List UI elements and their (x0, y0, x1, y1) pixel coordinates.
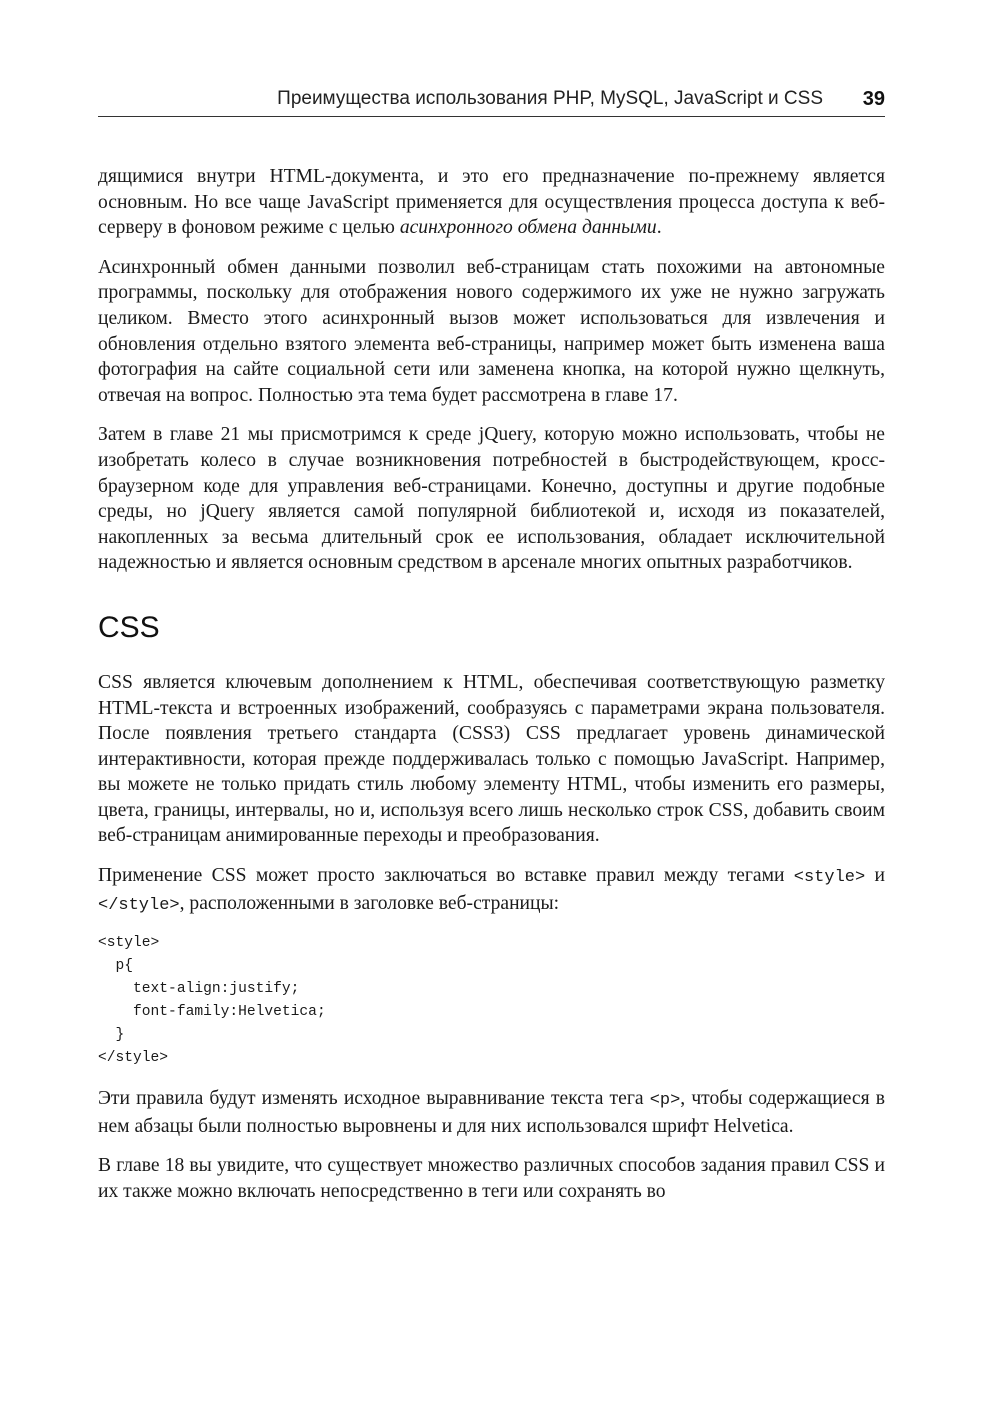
paragraph-4: CSS является ключевым дополнением к HTML, обеспечивая соответствующую разметку HTML-текста и встроенных изображений, сообразуясь с параметрами экрана пользователя. После появления третьего стандарта (CSS3) CSS предлагает уровень динамической интерактивности, которая прежде поддерживалась только с помощью JavaScript. Например, вы можете не только придать стиль любому элементу HTML, чтобы изменить его размеры, цвета, границы, интервалы, но и, используя всего лишь несколько строк CSS, добавить своим веб-страницам анимированные переходы и преобразования. (98, 671, 885, 847)
paragraph-5-text-3: , расположенными в заголовке веб-страницы: (179, 892, 560, 914)
paragraph-1-end: . (656, 217, 662, 239)
running-header (98, 86, 885, 117)
paragraph-5-text-2: и (865, 865, 885, 887)
paragraph-1-text: дящимися внутри HTML-документа, и это его предназначение по-прежнему является основным. Но все чаще JavaScript применяется для осуществления процесса доступа к веб-серверу в фоновом режиме с целью (98, 166, 885, 239)
paragraph-1-emphasis: асинхронного обмена данными (399, 217, 657, 239)
paragraph-6-text-1: Эти правила будут изменять исходное выравнивание текста тега (98, 1088, 650, 1110)
paragraph-6 (98, 1086, 885, 1139)
paragraph-7: В главе 18 вы увидите, что существует множество различных способов задания правил CSS и их также можно включать непосредственно в теги или сохранять во (98, 1155, 885, 1203)
paragraph-5-text-1: Применение CSS может просто заключаться во вставке правил между тегами (98, 865, 794, 887)
section-heading: CSS (98, 610, 160, 644)
page-number: 39 (862, 88, 885, 110)
code-block: <style> p{ text-align:justify; font-family:Helvetica; } </style> (98, 935, 326, 1067)
page-content (98, 164, 885, 1219)
paragraph-6-text-2: , чтобы содержащиеся в нем абзацы были полностью выровнены и для них использовался шрифт Helvetica. (98, 1088, 885, 1137)
paragraph-3: Затем в главе 21 мы присмотримся к среде jQuery, которую можно использовать, чтобы не изобретать колесо в случае возникновения потребностей в быстродействующем, кросс-браузерном коде для управления веб-страницами. Конечно, доступны и другие подобные среды, но jQuery является самой популярной библиотекой и, исходя из показателей, накопленных за весьма длительный срок ее использования, обладает исключительной надежностью и является основным средством в арсенале многих опытных разработчиков. (98, 424, 885, 574)
inline-code-style-open: <style> (793, 868, 866, 888)
paragraph-1 (98, 164, 885, 241)
running-title: Преимущества использования PHP, MySQL, JavaScript и CSS (277, 88, 823, 109)
paragraph-2: Асинхронный обмен данными позволил веб-страницам стать похожими на автономные программы, поскольку для отображения нового содержимого их уже не нужно загружать целиком. Вместо этого асинхронный вызов может использоваться для извлечения и обновления отдельно взятого элемента веб-страницы, например может быть изменена ваша фотография на сайте социальной сети или заменена кнопка, на которой нужно щелкнуть, отвечая на вопрос. Полностью эта тема будет рассмотрена в главе 17. (98, 256, 885, 406)
inline-code-p-tag: <p> (649, 1091, 681, 1111)
paragraph-5 (98, 863, 885, 918)
inline-code-style-close: </style> (98, 895, 180, 915)
